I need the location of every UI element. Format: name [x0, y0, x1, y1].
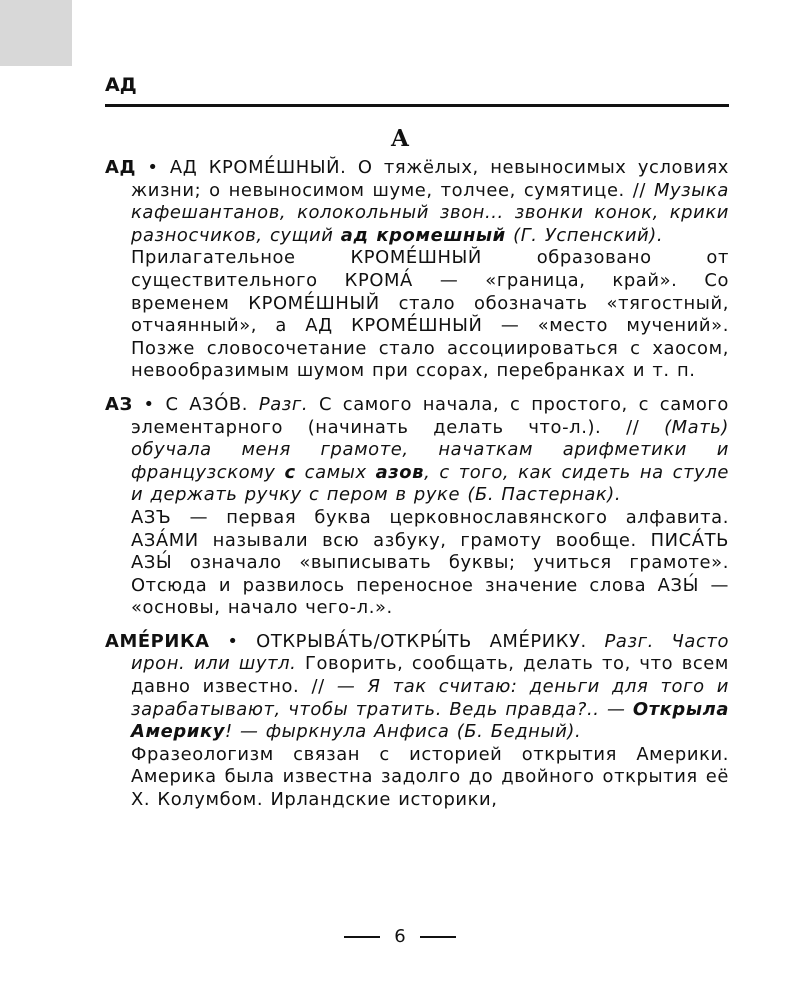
bullet: • — [227, 630, 239, 652]
text-run: С АЗО́В. — [154, 393, 259, 415]
italic-text: , с того, как сидеть на стуле и держать ручку с пером в руке (Б. Пастернак). — [131, 461, 729, 506]
italic-text: Музыка кафешантанов, колокольный звон... звонки конок, крики разносчиков, сущий — [131, 179, 729, 246]
etymology-note — [105, 247, 729, 383]
folio-dash-right — [420, 936, 456, 938]
text-run — [185, 653, 194, 674]
page-folio — [0, 926, 800, 947]
etymology-note — [105, 507, 729, 620]
corner-thumb-tab — [0, 0, 72, 66]
bullet: • — [147, 157, 159, 178]
italic-text: Разг. Часто ирон. — [131, 630, 729, 675]
italic-text: (Мать) обучала меня грамоте, начаткам арифметики и французскому — [131, 416, 729, 483]
entry-definition — [105, 631, 729, 744]
bullet: • — [143, 393, 155, 415]
italic-text: Разг. — [258, 393, 309, 415]
italic-text: или шутл. — [193, 653, 297, 675]
bold-italic-phrase: азов — [375, 461, 425, 483]
italic-text: самых — [295, 461, 376, 483]
text-run: Прилагательное КРОМЕ́ШНЫЙ образовано от существительного КРОМА́ — «граница, край». Со временем КРОМЕ́ШНЫЙ стало обозначать «тягостный, отчаянный», а АД КРОМЕ́ШНЫЙ — «место мучений». Позже словосочетание стало ассоциироваться с хаосом, невообразимым шумом при ссорах, перебранках и т. п. — [131, 247, 729, 382]
italic-text: — Я так считаю: деньги для того и зарабатывают, чтобы тратить. Ведь правда?.. — — [131, 676, 729, 720]
entry-az — [105, 394, 729, 620]
bold-italic-phrase: ад кромешный — [340, 224, 506, 246]
definition-text — [131, 631, 729, 742]
text-run: ОТКРЫВА́ТЬ/ОТКРЫ́ТЬ АМЕ́РИКУ. — [238, 630, 605, 652]
text-run: С самого начала, с простого, с самого элементарного (начинать делать что-л.). // — [131, 393, 729, 438]
text-run: АД КРОМЕ́ШНЫЙ. О тяжёлых, невыносимых условиях жизни; о невыносимом шуме, толчее, сумятице. // — [131, 157, 729, 201]
italic-text: ! — фыркнула Анфиса (Б. Бедный). — [224, 721, 582, 743]
headword: АМЕ́РИКА — [105, 630, 210, 652]
definition-text — [131, 394, 729, 505]
headword: АЗ — [105, 393, 133, 415]
bold-italic-phrase: Открыла Америку — [131, 698, 729, 743]
headword: АД — [105, 157, 136, 178]
bold-italic-phrase: с — [284, 461, 296, 483]
entry-amerika — [105, 631, 729, 812]
italic-text: (Г. Успенский). — [505, 224, 664, 246]
dictionary-entries — [105, 157, 729, 823]
section-letter: А — [390, 125, 410, 152]
header-rule — [105, 104, 729, 107]
running-head: АД — [105, 74, 137, 96]
entry-ad — [105, 157, 729, 383]
definition-text — [131, 157, 729, 246]
entry-definition — [105, 157, 729, 247]
page-number: 6 — [394, 926, 406, 947]
text-run: Фразеологизм связан с историей открытия Америки. Америка была известна задолго до двойного открытия её Х. Колумбом. Ирландские историки, — [131, 743, 729, 811]
entry-definition — [105, 394, 729, 507]
folio-dash-left — [344, 936, 380, 938]
text-run: АЗЪ — первая буква церковнославянского алфавита. АЗА́МИ называли всю азбуку, грамоту вообще. ПИСА́ТЬ АЗЫ́ означало «выписывать буквы; учиться грамоте». Отсюда и развилось переносное значение слова АЗЫ́ — «основы, начало чего-л.». — [131, 506, 729, 619]
text-run: Говорить, сообщать, делать то, что всем давно известно. // — [131, 653, 729, 698]
etymology-note — [105, 744, 729, 812]
